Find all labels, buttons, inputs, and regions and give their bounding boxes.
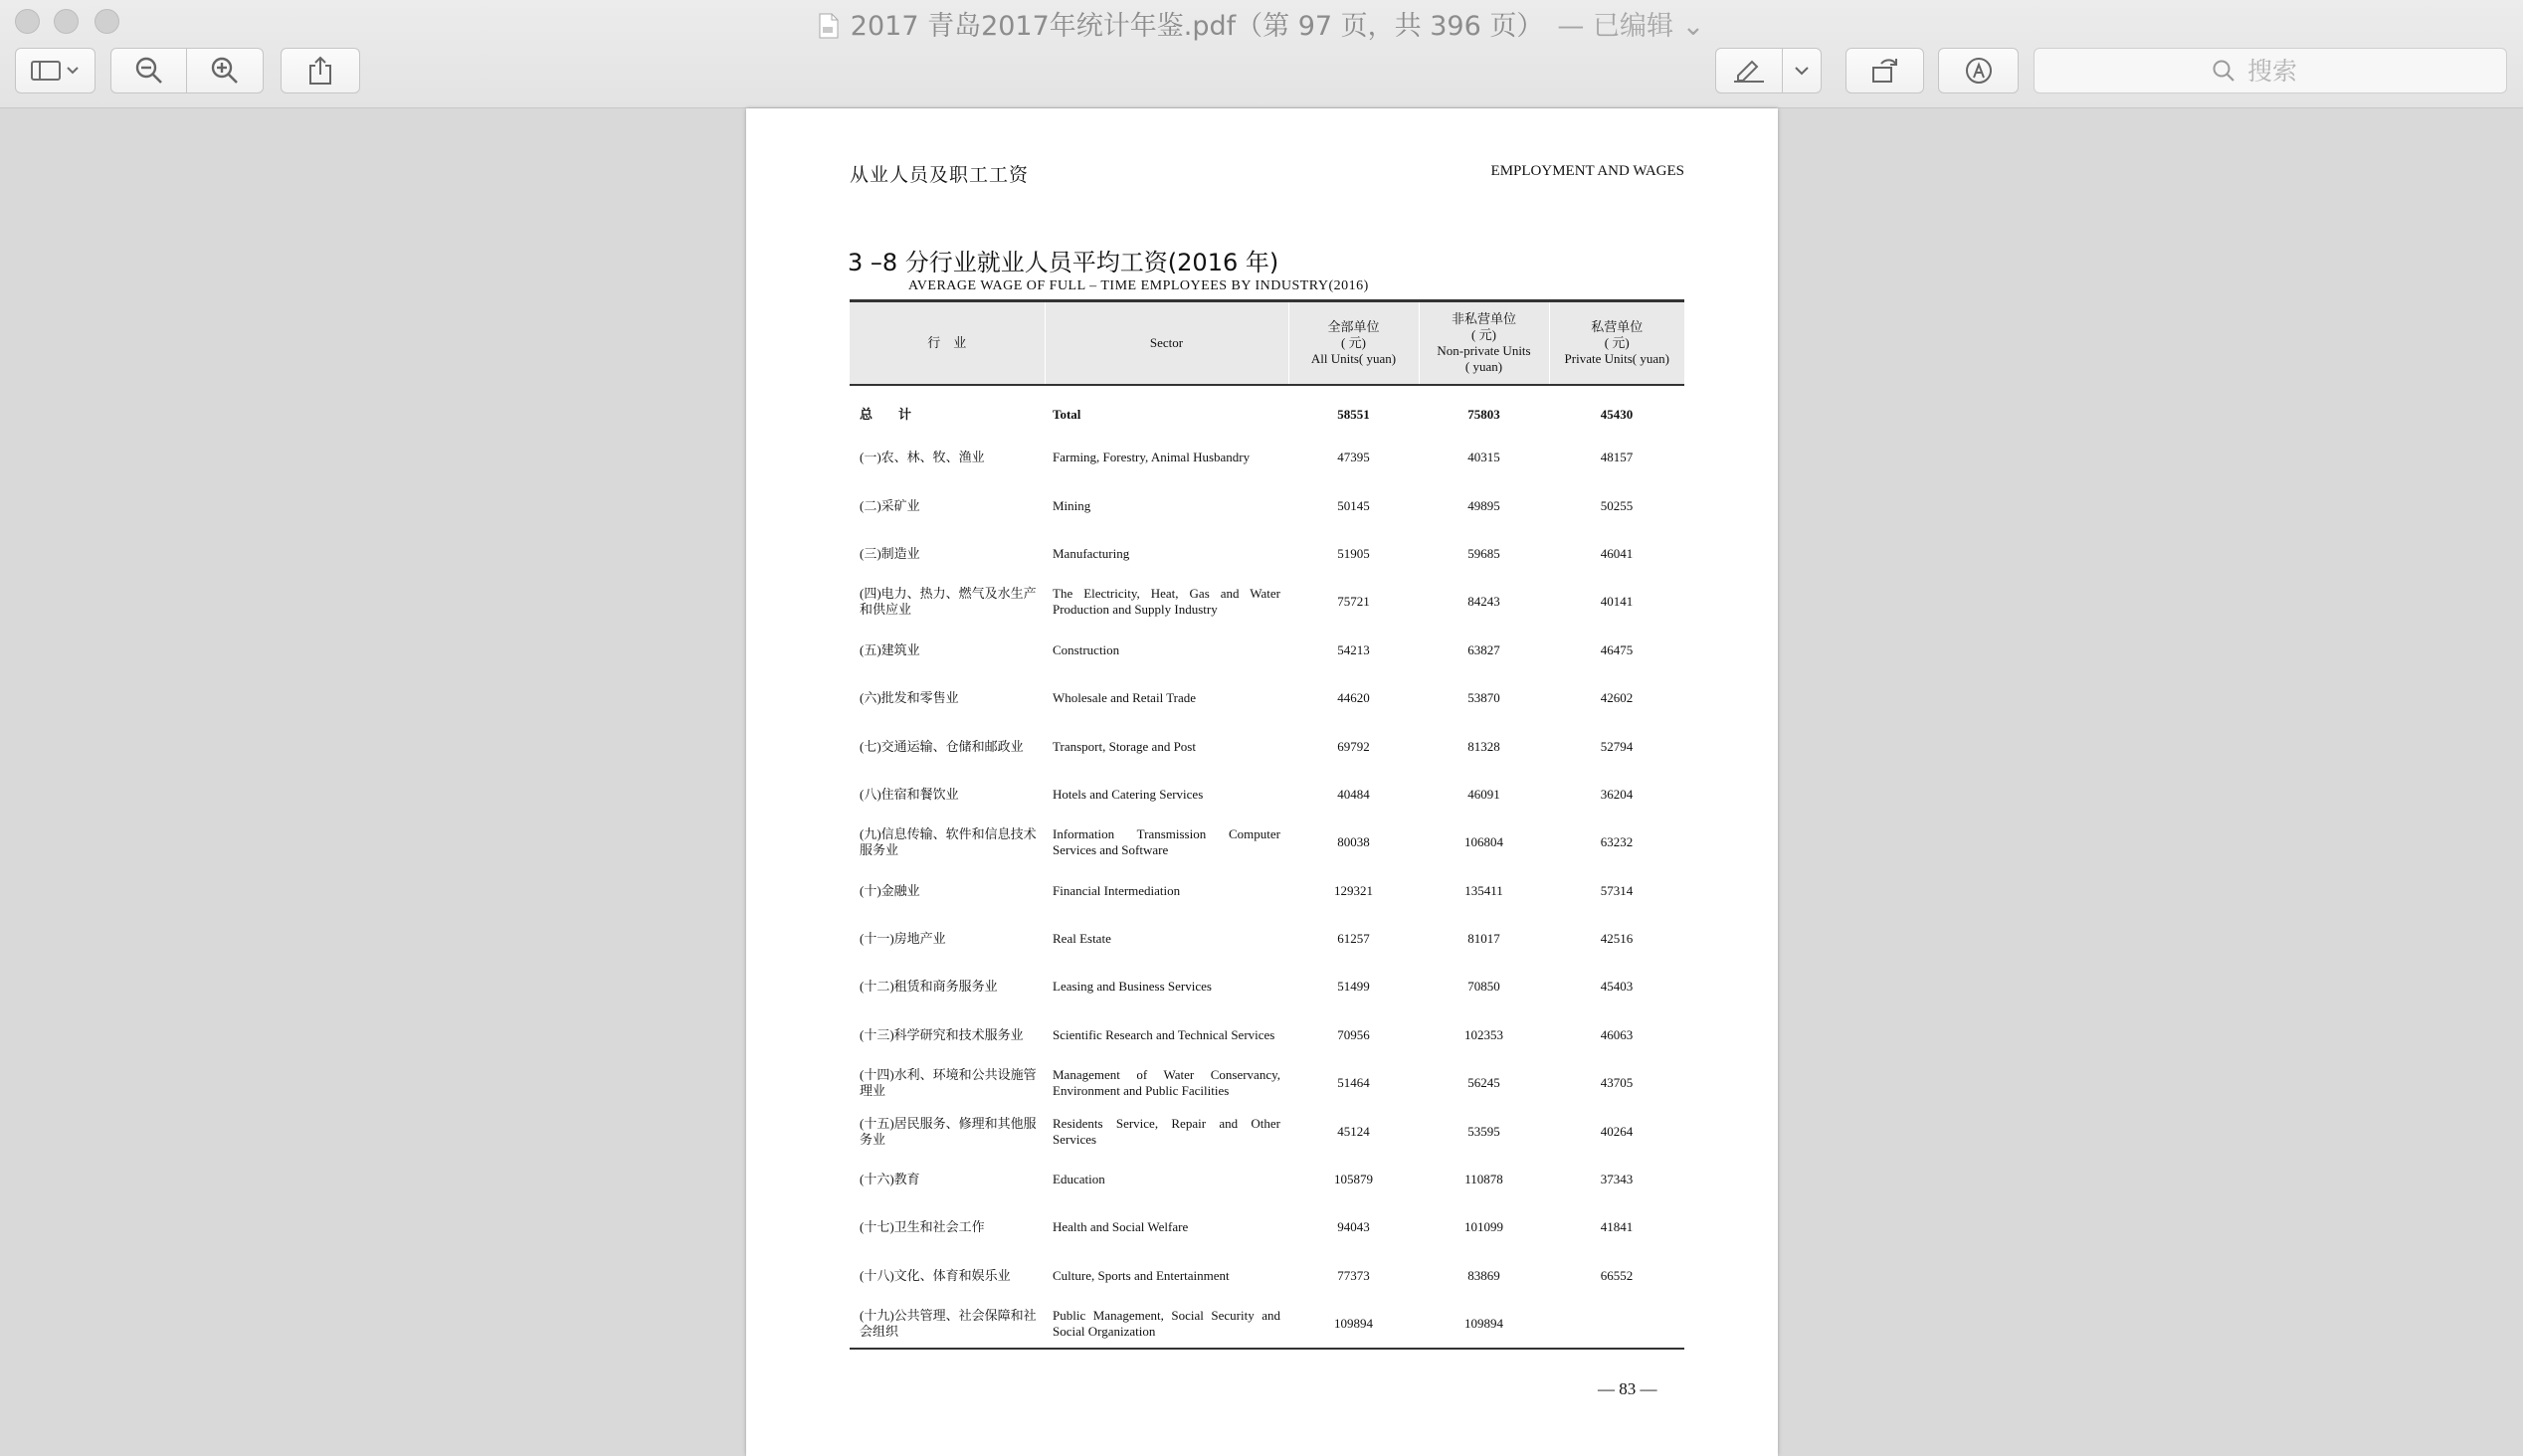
private-cell: 46063	[1600, 1026, 1634, 1042]
sector-en-cell: The Electricity, Heat, Gas and Water Production and Supply Industry	[1053, 586, 1280, 618]
table-row	[850, 530, 1684, 578]
header-line: ( 元)	[1604, 335, 1630, 350]
all-units-cell: 70956	[1337, 1026, 1370, 1042]
pdf-page	[746, 108, 1778, 1456]
sidebar-view-button[interactable]	[15, 48, 96, 93]
header-line: ( 元)	[1471, 327, 1496, 342]
all-units-cell: 40484	[1337, 786, 1370, 802]
all-units-cell: 51905	[1337, 545, 1370, 561]
sector-en-cell: Construction	[1053, 641, 1120, 657]
header-line: 非私营单位	[1451, 311, 1516, 326]
sector-en-cell: Transport, Storage and Post	[1053, 738, 1196, 754]
table-row	[850, 385, 1684, 434]
all-units-cell: 105879	[1334, 1172, 1373, 1187]
table-subtitle: AVERAGE WAGE OF FULL – TIME EMPLOYEES BY INDUSTRY(2016)	[908, 278, 1369, 293]
table-row	[850, 434, 1684, 481]
private-cell: 46041	[1600, 545, 1634, 561]
non-private-cell: 70850	[1467, 979, 1500, 995]
rotate-icon	[1869, 56, 1901, 86]
table-row	[850, 1252, 1684, 1300]
private-cell: 40141	[1600, 594, 1634, 610]
non-private-cell: 102353	[1464, 1026, 1503, 1042]
search-icon	[2212, 59, 2235, 83]
pen-icon	[1732, 58, 1766, 84]
private-cell: 63232	[1600, 834, 1634, 850]
industry-cn-cell: (十五)居民服务、修理和其他服务业	[860, 1115, 1037, 1147]
all-units-cell: 51464	[1337, 1075, 1370, 1091]
private-cell	[1549, 1300, 1684, 1349]
header-private-units	[1549, 301, 1684, 386]
industry-cn-cell: (九)信息传输、软件和信息技术服务业	[860, 826, 1037, 858]
rotate-button[interactable]	[1845, 48, 1924, 93]
window-title	[0, 4, 2523, 43]
table-row	[850, 578, 1684, 626]
table-row	[850, 1107, 1684, 1155]
non-private-cell: 59685	[1467, 545, 1500, 561]
all-units-cell: 129321	[1334, 882, 1373, 898]
table-row	[850, 481, 1684, 529]
sidebar-icon	[31, 60, 81, 82]
non-private-cell: 53595	[1467, 1123, 1500, 1139]
document-title: 2017 青岛2017年统计年鉴.pdf（第 97 页，共 396 页）	[850, 11, 1544, 42]
non-private-cell: 53870	[1467, 690, 1500, 706]
sector-en-cell: Leasing and Business Services	[1053, 979, 1212, 995]
header-line: 私营单位	[1591, 319, 1644, 334]
all-units-cell: 54213	[1337, 641, 1370, 657]
all-units-cell: 109894	[1288, 1300, 1419, 1349]
industry-cn-cell: (十二)租赁和商务服务业	[860, 979, 998, 995]
non-private-cell: 101099	[1464, 1219, 1503, 1235]
share-icon	[307, 56, 333, 86]
private-cell: 66552	[1600, 1267, 1634, 1283]
sector-en-cell: Real Estate	[1053, 931, 1111, 947]
all-units-cell: 47395	[1337, 450, 1370, 465]
table-header-row	[850, 301, 1684, 386]
non-private-cell: 109894	[1419, 1300, 1549, 1349]
industry-cn-cell: 总 计	[860, 407, 912, 422]
non-private-cell: 81328	[1467, 738, 1500, 754]
sector-en-cell: Hotels and Catering Services	[1053, 786, 1204, 802]
sector-en-cell: Information Transmission Computer Services and Software	[1053, 826, 1280, 858]
all-units-cell: 94043	[1337, 1219, 1370, 1235]
wage-table	[850, 299, 1684, 1350]
private-cell: 42516	[1600, 931, 1634, 947]
table-row	[850, 819, 1684, 866]
non-private-cell: 49895	[1467, 497, 1500, 513]
header-line: ( 元)	[1341, 335, 1366, 350]
search-field[interactable]	[2034, 48, 2507, 93]
private-cell: 52794	[1600, 738, 1634, 754]
share-button[interactable]	[281, 48, 360, 93]
table-row	[850, 1156, 1684, 1203]
private-cell: 48157	[1600, 450, 1634, 465]
non-private-cell: 56245	[1467, 1075, 1500, 1091]
table-row	[850, 915, 1684, 963]
header-line: ( yuan)	[1464, 359, 1503, 374]
industry-cn-cell: (八)住宿和餐饮业	[860, 786, 959, 802]
all-units-cell: 45124	[1337, 1123, 1370, 1139]
industry-cn-cell: (十)金融业	[860, 882, 920, 898]
all-units-cell: 51499	[1337, 979, 1370, 995]
zoom-out-icon	[134, 56, 164, 86]
table-row	[850, 771, 1684, 819]
header-line: Private Units( yuan)	[1564, 351, 1669, 366]
industry-cn-cell: (一)农、林、牧、渔业	[860, 450, 985, 465]
sector-en-cell: Total	[1053, 407, 1081, 422]
markup-options-button[interactable]	[1782, 48, 1822, 93]
private-cell: 42602	[1600, 690, 1634, 706]
all-units-cell: 50145	[1337, 497, 1370, 513]
header-industry-cn: 行 业	[850, 301, 1045, 386]
all-units-cell: 44620	[1337, 690, 1370, 706]
industry-cn-cell: (十四)水利、环境和公共设施管理业	[860, 1067, 1037, 1099]
private-cell: 57314	[1600, 882, 1634, 898]
all-units-cell: 69792	[1337, 738, 1370, 754]
zoom-in-icon	[210, 56, 240, 86]
table-row	[850, 1203, 1684, 1251]
header-line: 全部单位	[1327, 319, 1380, 334]
table-row	[850, 867, 1684, 915]
header-line: Non-private Units	[1437, 343, 1531, 358]
window-titlebar	[0, 0, 2523, 108]
running-head-left: 从业人员及职工工资	[850, 165, 1030, 186]
sector-en-cell: Financial Intermediation	[1053, 882, 1181, 898]
sector-en-cell: Culture, Sports and Entertainment	[1053, 1267, 1230, 1283]
zoom-in-button[interactable]	[186, 48, 264, 93]
sector-en-cell: Manufacturing	[1053, 545, 1130, 561]
document-viewer[interactable]	[0, 108, 2523, 1456]
industry-cn-cell: (二)采矿业	[860, 497, 920, 513]
private-cell: 50255	[1600, 497, 1634, 513]
chevron-down-icon	[1794, 65, 1810, 77]
sector-en-cell: Farming, Forestry, Animal Husbandry	[1053, 450, 1251, 465]
industry-cn-cell: (十七)卫生和社会工作	[860, 1219, 985, 1235]
sector-en-cell: Public Management, Social Security and Social Organization	[1045, 1300, 1288, 1349]
private-cell: 41841	[1600, 1219, 1634, 1235]
table-row	[850, 1011, 1684, 1059]
private-cell: 40264	[1600, 1123, 1634, 1139]
private-cell: 46475	[1600, 641, 1634, 657]
industry-cn-cell: (六)批发和零售业	[860, 690, 959, 706]
private-cell: 37343	[1600, 1172, 1634, 1187]
private-cell: 36204	[1600, 786, 1634, 802]
edited-status-label: — 已编辑	[1557, 11, 1673, 42]
sector-en-cell: Wholesale and Retail Trade	[1053, 690, 1197, 706]
table-row	[850, 963, 1684, 1010]
sector-en-cell: Scientific Research and Technical Services	[1053, 1026, 1275, 1042]
industry-cn-cell: (十九)公共管理、社会保障和社会组织	[850, 1300, 1045, 1349]
private-cell: 45430	[1600, 407, 1634, 422]
sector-en-cell: Management of Water Conservancy, Environment and Public Facilities	[1053, 1067, 1280, 1099]
markup-toolbar-icon	[1964, 56, 1994, 86]
non-private-cell: 81017	[1467, 931, 1500, 947]
all-units-cell: 80038	[1337, 834, 1370, 850]
sector-en-cell: Mining	[1053, 497, 1091, 513]
markup-button[interactable]	[1715, 48, 1783, 93]
table-title: 3 –8 分行业就业人员平均工资(2016 年)	[848, 249, 1279, 276]
non-private-cell: 40315	[1467, 450, 1500, 465]
chevron-down-icon: ⌄	[1681, 11, 1705, 42]
table-row	[850, 1059, 1684, 1107]
running-head-right: EMPLOYMENT AND WAGES	[1490, 163, 1684, 179]
industry-cn-cell: (十三)科学研究和技术服务业	[860, 1026, 1024, 1042]
header-non-private-units	[1419, 301, 1549, 386]
non-private-cell: 110878	[1464, 1172, 1503, 1187]
table-row	[850, 627, 1684, 674]
industry-cn-cell: (七)交通运输、仓储和邮政业	[860, 738, 1024, 754]
annotate-button[interactable]	[1938, 48, 2019, 93]
non-private-cell: 106804	[1464, 834, 1503, 850]
non-private-cell: 63827	[1467, 641, 1500, 657]
industry-cn-cell: (十六)教育	[860, 1172, 920, 1187]
zoom-out-button[interactable]	[110, 48, 187, 93]
non-private-cell: 84243	[1467, 594, 1500, 610]
all-units-cell: 61257	[1337, 931, 1370, 947]
industry-cn-cell: (十八)文化、体育和娱乐业	[860, 1267, 1011, 1283]
all-units-cell: 75721	[1337, 594, 1370, 610]
pdf-document-icon	[819, 13, 839, 39]
header-sector-en: Sector	[1045, 301, 1288, 386]
sector-en-cell: Health and Social Welfare	[1053, 1219, 1189, 1235]
table-row	[850, 722, 1684, 770]
page-number: — 83 —	[1598, 1379, 1657, 1398]
sector-en-cell: Residents Service, Repair and Other Services	[1053, 1115, 1280, 1147]
table-row	[850, 674, 1684, 722]
all-units-cell: 77373	[1337, 1267, 1370, 1283]
non-private-cell: 83869	[1467, 1267, 1500, 1283]
industry-cn-cell: (三)制造业	[860, 545, 920, 561]
non-private-cell: 46091	[1467, 786, 1500, 802]
private-cell: 45403	[1600, 979, 1634, 995]
header-all-units	[1288, 301, 1419, 386]
table-row	[850, 1300, 1684, 1349]
search-input[interactable]	[2245, 56, 2329, 87]
private-cell: 43705	[1600, 1075, 1634, 1091]
sector-en-cell: Education	[1053, 1172, 1105, 1187]
industry-cn-cell: (四)电力、热力、燃气及水生产和供应业	[860, 586, 1037, 618]
non-private-cell: 135411	[1464, 882, 1503, 898]
edited-status-menu[interactable]	[1557, 11, 1704, 42]
industry-cn-cell: (五)建筑业	[860, 641, 920, 657]
non-private-cell: 75803	[1467, 407, 1500, 422]
industry-cn-cell: (十一)房地产业	[860, 931, 946, 947]
header-line: All Units( yuan)	[1310, 351, 1397, 366]
all-units-cell: 58551	[1337, 407, 1370, 422]
